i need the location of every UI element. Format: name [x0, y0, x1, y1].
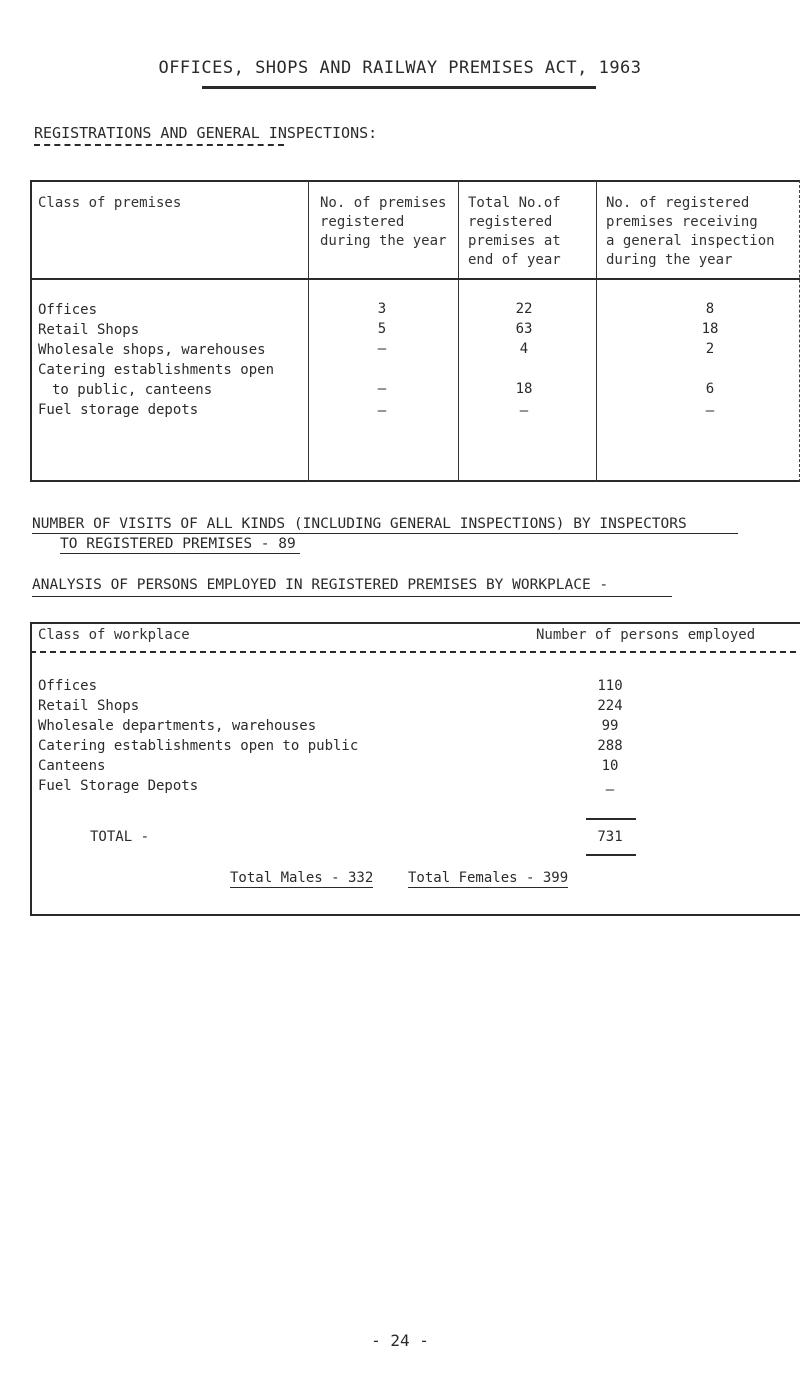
visits-line: NUMBER OF VISITS OF ALL KINDS (INCLUDING GENERAL INSPECTIONS) BY INSPECTORS [32, 516, 687, 532]
header-line: premises receiving [606, 214, 758, 230]
column-divider [458, 180, 459, 482]
employment-table [30, 622, 800, 916]
total-label: TOTAL - [90, 829, 150, 845]
cell-total: 22 [515, 301, 533, 317]
cell-inspected: 18 [701, 321, 719, 337]
cell-inspected: 2 [705, 341, 715, 357]
sum-rule [586, 818, 636, 820]
total-males [230, 870, 373, 886]
registrations-heading: REGISTRATIONS AND GENERAL INSPECTIONS: [34, 124, 378, 142]
cell-registered: – [377, 341, 387, 357]
row-label: Fuel storage depots [38, 402, 199, 418]
cell-employed: – [605, 782, 615, 798]
header-persons-employed: Number of persons employed [536, 627, 756, 643]
column-divider [596, 180, 597, 482]
row-label: Fuel Storage Depots [38, 778, 199, 794]
cell-registered: 5 [377, 321, 387, 337]
cell-employed: 10 [601, 758, 619, 774]
total-value: 731 [597, 829, 623, 845]
cell-registered: – [377, 381, 387, 397]
total-males-text: Total Males - 332 [230, 870, 374, 886]
header-line: registered [320, 214, 405, 230]
header-line: a general inspection [606, 233, 775, 249]
cell-registered: 3 [377, 301, 387, 317]
visits-underline [32, 533, 738, 534]
analysis-heading: ANALYSIS OF PERSONS EMPLOYED IN REGISTERED PREMISES BY WORKPLACE - [32, 577, 609, 593]
header-line: end of year [468, 252, 561, 268]
header-line: Total No.of [468, 195, 561, 211]
header-class-of-workplace: Class of workplace [38, 627, 190, 643]
cell-total: 18 [515, 381, 533, 397]
row-label: Wholesale departments, warehouses [38, 718, 317, 734]
cell-employed: 99 [601, 718, 619, 734]
cell-employed: 224 [597, 698, 623, 714]
cell-employed: 110 [597, 678, 623, 694]
row-label: Wholesale shops, warehouses [38, 342, 266, 358]
row-label: to public, canteens [52, 382, 213, 398]
title-rule [202, 86, 596, 89]
total-females-text: Total Females - 399 [408, 870, 569, 886]
header-rule [30, 278, 800, 280]
header-line: during the year [320, 233, 447, 249]
row-label: Offices [38, 302, 98, 318]
header-line: No. of registered [606, 195, 750, 211]
sum-rule [586, 854, 636, 856]
cell-inspected: 8 [705, 301, 715, 317]
cell-total: – [519, 403, 529, 419]
cell-inspected: – [705, 403, 715, 419]
header-registered-during-year [320, 194, 446, 251]
registrations-heading-rule [34, 144, 284, 146]
row-label: Offices [38, 678, 98, 694]
row-label: Canteens [38, 758, 106, 774]
header-rule [30, 651, 800, 653]
header-total-registered [468, 194, 561, 270]
cell-registered: – [377, 403, 387, 419]
row-label: Catering establishments open [38, 362, 275, 378]
header-class-of-premises: Class of premises [38, 195, 182, 211]
row-label: Retail Shops [38, 322, 140, 338]
visits-underline [60, 553, 300, 554]
column-divider [308, 180, 309, 482]
header-line: during the year [606, 252, 733, 268]
row-label: Retail Shops [38, 698, 140, 714]
header-line: registered [468, 214, 553, 230]
visits-line: TO REGISTERED PREMISES - 89 [60, 536, 296, 552]
cell-total: 4 [519, 341, 529, 357]
header-line: No. of premises [320, 195, 447, 211]
header-general-inspection [606, 194, 775, 270]
header-line: premises at [468, 233, 561, 249]
cell-total: 63 [515, 321, 533, 337]
registrations-table [30, 180, 800, 482]
cell-employed: 288 [597, 738, 623, 754]
visits-statement [32, 514, 687, 554]
analysis-underline [32, 596, 672, 597]
page-title: OFFICES, SHOPS AND RAILWAY PREMISES ACT, 1963 [158, 58, 642, 78]
cell-inspected: 6 [705, 381, 715, 397]
page-number: - 24 - [371, 1331, 429, 1350]
row-label: Catering establishments open to public [38, 738, 359, 754]
total-females [408, 870, 568, 886]
